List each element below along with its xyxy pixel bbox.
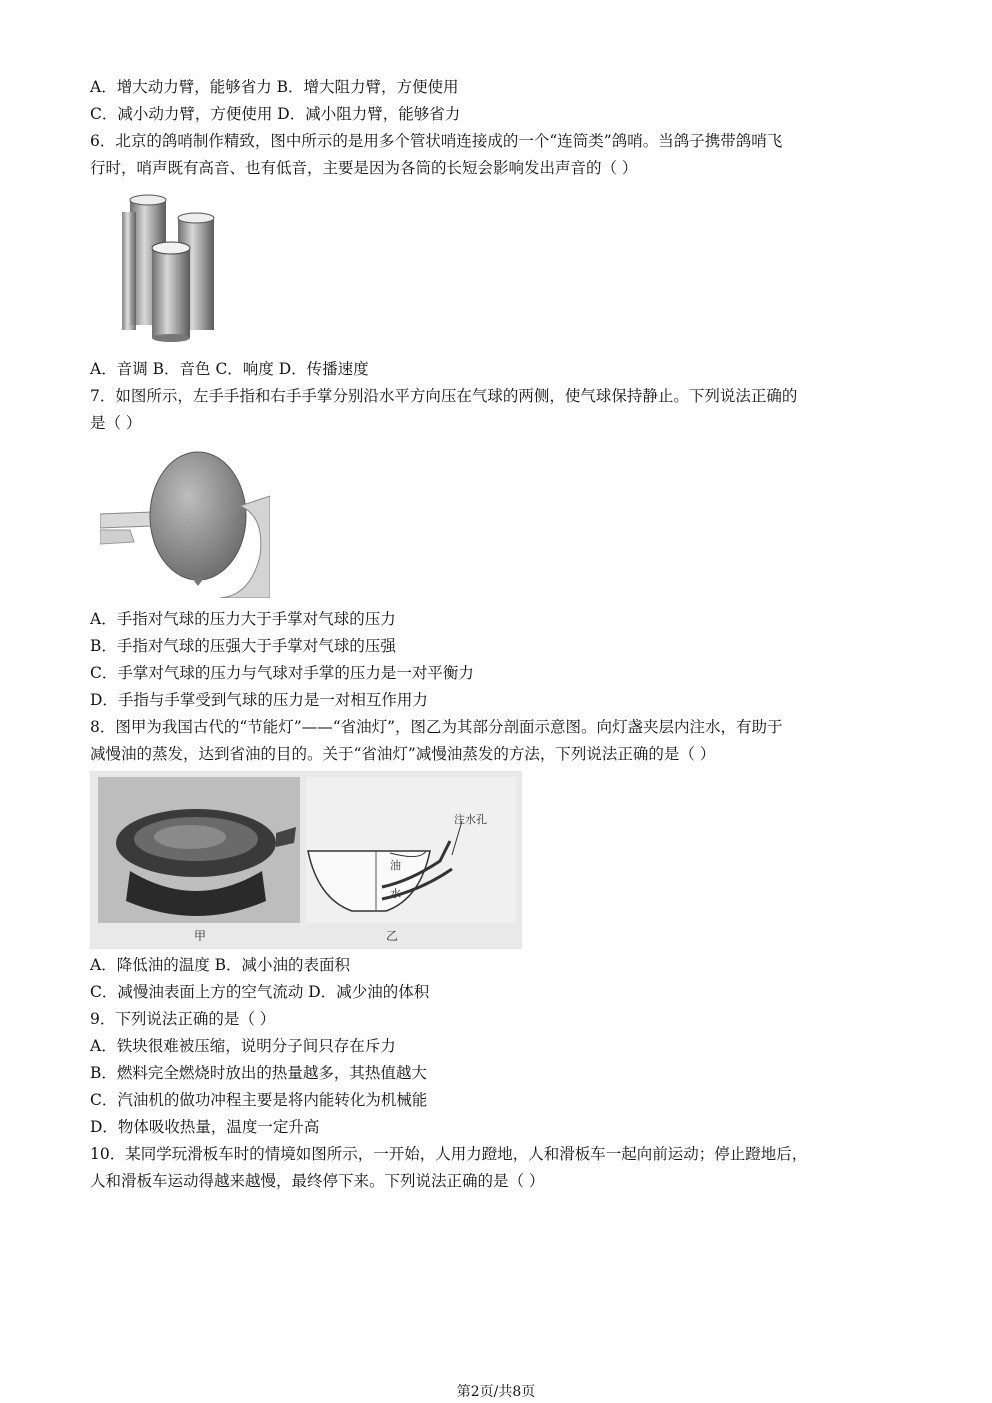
q6-options: A．音调 B．音色 C．响度 D．传播速度 — [90, 360, 369, 378]
q7-option-b: B．手指对气球的压强大于手掌对气球的压强 — [90, 637, 396, 655]
q8-stem-line1: 8．图甲为我国古代的“节能灯”——“省油灯”，图乙为其部分剖面示意图。向灯盏夹层内注水，有助于 — [90, 718, 783, 736]
q6-stem-line1: 6．北京的鸽哨制作精致，图中所示的是用多个管状哨连接成的一个“连筒类”鸽哨。当鸽子携带鸽哨飞 — [90, 132, 783, 150]
q5-options-line1: A．增大动力臂，能够省力 B．增大阻力臂，方便使用 — [90, 78, 459, 96]
q7-option-c: C．手掌对气球的压力与气球对手掌的压力是一对平衡力 — [90, 664, 474, 682]
pigeon-whistle-figure — [118, 190, 228, 342]
q9-option-d: D．物体吸收热量，温度一定升高 — [90, 1118, 320, 1136]
page-number-footer: 第2页/共8页 — [456, 1384, 536, 1400]
q9-option-b: B．燃料完全燃烧时放出的热量越多，其热值越大 — [90, 1064, 427, 1082]
q9-option-a: A．铁块很难被压缩，说明分子间只存在斥力 — [90, 1037, 396, 1055]
q7-stem-line1: 7．如图所示，左手手指和右手手掌分别沿水平方向压在气球的两侧，使气球保持静止。下列说法正确的 — [90, 387, 798, 405]
q5-options-line2: C．减小动力臂，方便使用 D．减小阻力臂，能够省力 — [90, 105, 461, 123]
balloon-figure — [100, 446, 270, 598]
q9-stem: 9．下列说法正确的是（ ） — [90, 1010, 276, 1028]
label-oil: 油 — [390, 859, 401, 872]
oil-lamp-illustration — [90, 771, 522, 949]
q9-option-c: C．汽油机的做功冲程主要是将内能转化为机械能 — [90, 1091, 428, 1109]
q8-options-line1: A．降低油的温度 B．减小油的表面积 — [90, 956, 351, 974]
label-water: 水 — [390, 887, 401, 900]
q8-options-line2: C．减慢油表面上方的空气流动 D．减少油的体积 — [90, 983, 430, 1001]
q8-stem-line2: 减慢油的蒸发，达到省油的目的。关于“省油灯”减慢油蒸发的方法，下列说法正确的是（ ） — [90, 745, 716, 763]
q6-stem-line2: 行时，哨声既有高音、也有低音，主要是因为各筒的长短会影响发出声音的（ ） — [90, 159, 638, 177]
oil-lamp-figure — [90, 771, 522, 949]
q7-option-a: A．手指对气球的压力大于手掌对气球的压力 — [90, 610, 396, 628]
q7-stem-line2: 是（ ） — [90, 414, 142, 432]
q10-stem-line1: 10．某同学玩滑板车时的情境如图所示，一开始，人用力蹬地，人和滑板车一起向前运动；停止蹬地后， — [90, 1145, 808, 1163]
caption-jia: 甲 — [194, 929, 207, 943]
label-water-hole: 注水孔 — [454, 813, 487, 826]
q7-option-d: D．手指与手掌受到气球的压力是一对相互作用力 — [90, 691, 428, 709]
caption-yi: 乙 — [386, 929, 399, 943]
q10-stem-line2: 人和滑板车运动得越来越慢，最终停下来。下列说法正确的是（ ） — [90, 1172, 545, 1190]
